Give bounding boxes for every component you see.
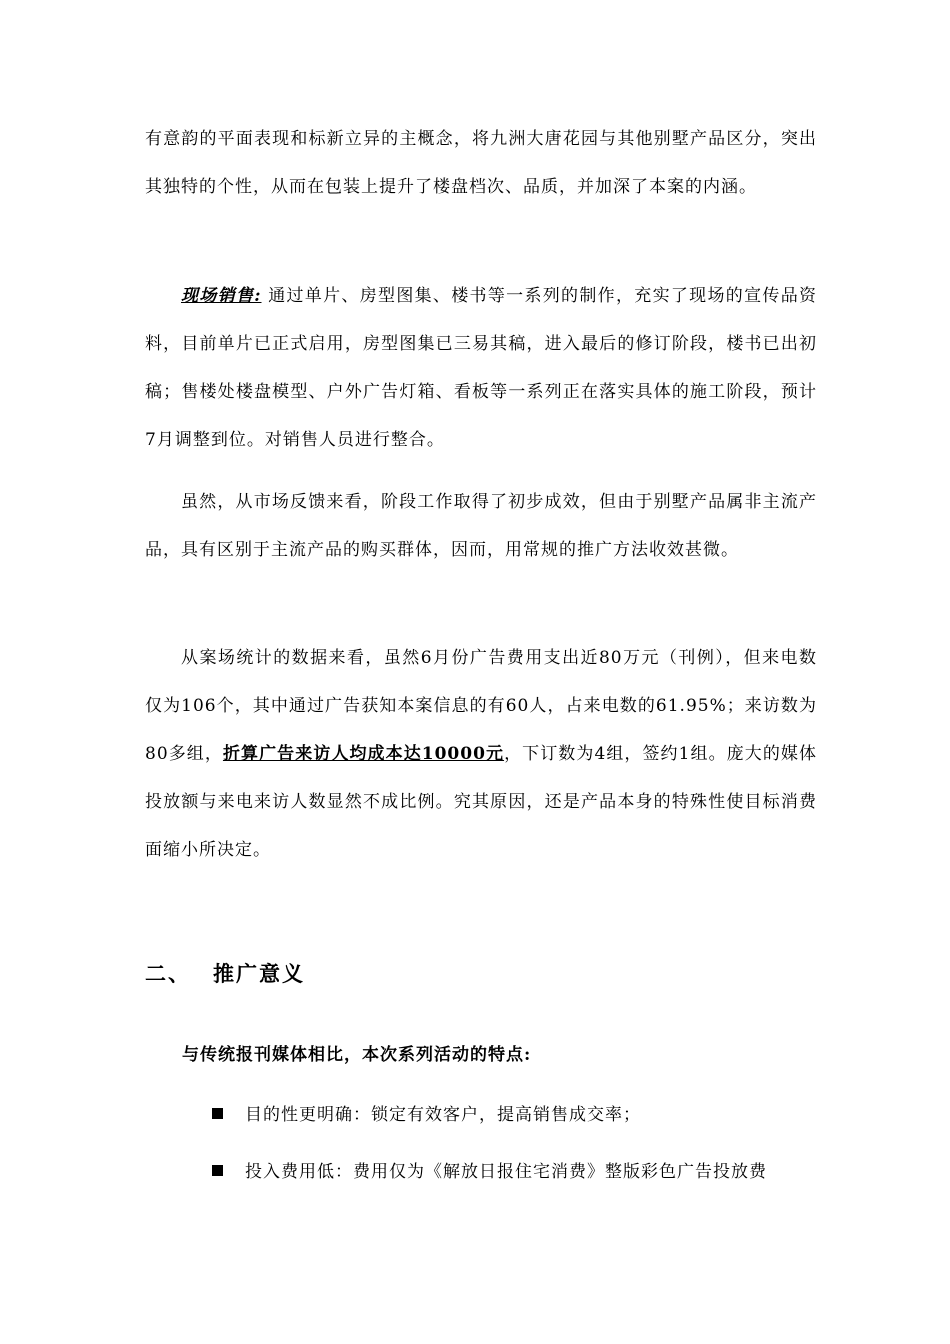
bullet-text: 投入费用低：费用仅为《解放日报住宅消费》整版彩色广告投放费 [245,1162,767,1182]
section-number: 二、 [145,961,191,986]
paragraph-statistics [145,634,817,874]
bullet-item [212,1100,822,1125]
section-title: 推广意义 [213,961,305,986]
statistics-text-b: ，下订数为4组，签约1组。庞大的媒体投放额与来电来访人数显然不成比例。究其原因，还是产品本身的特殊性使目标消费面缩小所决定。 [145,744,817,860]
paragraph-onsite-sales [145,272,817,464]
onsite-sales-text: 通过单片、房型图集、楼书等一系列的制作，充实了现场的宣传品资料，目前单片已正式启用，房型图集已三易其稿，进入最后的修订阶段，楼书已出初稿；售楼处楼盘模型、户外广告灯箱、看板等一系列正在落实具体的施工阶段，预计7月调整到位。对销售人员进行整合。 [145,286,818,450]
section-subheading: 与传统报刊媒体相比，本次系列活动的特点: [182,1045,532,1065]
bullet-text: 目的性更明确：锁定有效客户，提高销售成交率； [245,1105,641,1125]
paragraph-packaging: 有意韵的平面表现和标新立异的主概念，将九洲大唐花园与其他别墅产品区分，突出其独特的个性，从而在包装上提升了楼盘档次、品质，并加深了本案的内涵。 [145,129,817,197]
square-bullet-icon [212,1165,223,1176]
square-bullet-icon [212,1108,223,1119]
paragraph-market-feedback: 虽然，从市场反馈来看，阶段工作取得了初步成效，但由于别墅产品属非主流产品，具有区别于主流产品的购买群体，因而，用常规的推广方法收效甚微。 [145,492,817,560]
bullet-item [212,1157,822,1182]
section-heading [145,958,305,988]
statistics-highlight: 折算广告来访人均成本达10000元 [222,744,505,764]
statistics-text-a: 从案场统计的数据来看，虽然6月份广告费用支出近80万元（刊例），但来电数仅为106个，其中通过广告获知本案信息的有60人，占来电数的61.95%；来访数为80多组， [145,648,817,764]
onsite-sales-label: 现场销售: [181,286,262,306]
